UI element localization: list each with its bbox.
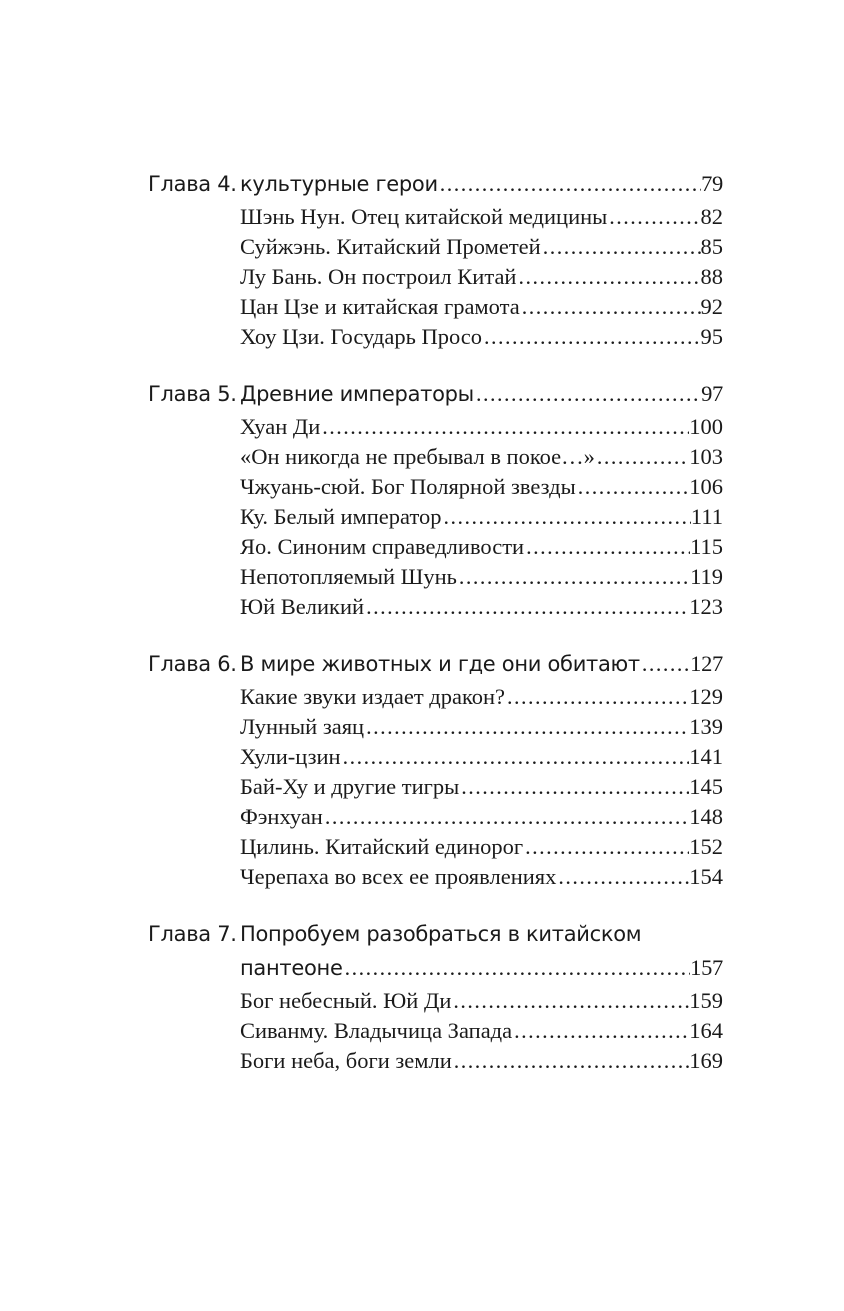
page-number: 152 [689,834,723,859]
dot-leader [523,832,689,862]
page-number: 97 [701,381,723,406]
dot-leader [323,802,689,832]
chapter-heading [148,646,723,682]
chapter-prefix: Глава 4. [148,172,237,196]
toc-entry [148,802,723,832]
page-number: 164 [689,1018,723,1043]
dot-leader [320,412,689,442]
page-number: 88 [700,264,723,289]
dot-leader [640,646,690,682]
toc-entry [148,322,723,352]
page-number: 123 [689,594,723,619]
page-number: 95 [700,324,723,349]
chapter-7 [148,916,723,1076]
table-of-contents [148,166,723,1100]
dot-leader [364,712,689,742]
dot-leader [364,592,689,622]
entry-title: Ку. Белый император [240,504,442,529]
chapter-title [148,376,474,412]
page-number: 82 [700,204,723,229]
dot-leader [576,472,690,502]
toc-entry [148,742,723,772]
chapter-heading-continued [148,950,723,986]
entry-title: Суйжэнь. Китайский Прометей [240,234,541,259]
dot-leader [459,772,689,802]
entry-title: Лунный заяц [240,714,365,739]
toc-entry [148,202,723,232]
page-number: 106 [689,474,723,499]
dot-leader [343,950,691,986]
page-number: 85 [700,234,723,259]
dot-leader [607,202,700,232]
dot-leader [451,986,689,1016]
chapter-6 [148,646,723,892]
chapter-heading [148,916,723,952]
toc-entry [148,832,723,862]
chapter-5 [148,376,723,622]
entry-title: Хуан Ди [240,414,321,439]
chapter-prefix: Глава 6. [148,652,237,676]
entry-title: Юй Великий [240,594,365,619]
entry-title: Сиванму. Владычица Запада [240,1018,513,1043]
toc-entry [148,532,723,562]
page-number: 129 [689,684,723,709]
dot-leader [516,262,700,292]
page-number: 139 [689,714,723,739]
entry-title: Непотопляемый Шунь [240,564,457,589]
chapter-heading [148,376,723,412]
entry-title: Бог небесный. Юй Ди [240,988,452,1013]
dot-leader [457,562,690,592]
dot-leader [341,742,690,772]
chapter-name-line2: пантеоне [240,956,343,980]
toc-entry [148,442,723,472]
toc-entry [148,712,723,742]
chapter-name: культурные герои [240,172,438,196]
toc-entry [148,292,723,322]
entry-title: Бай-Ху и другие тигры [240,774,460,799]
page-number: 100 [689,414,723,439]
page-number: 92 [700,294,723,319]
entry-title: Боги неба, боги земли [240,1048,452,1073]
toc-entry [148,1046,723,1076]
page-number: 157 [690,955,723,980]
entry-title: Хоу Цзи. Государь Просо [240,324,483,349]
toc-entry [148,772,723,802]
chapter-name: Древние императоры [240,382,474,406]
toc-entry [148,562,723,592]
page-number: 141 [689,744,723,769]
dot-leader [482,322,700,352]
dot-leader [505,682,689,712]
entry-title: Шэнь Нун. Отец китайской медицины [240,204,608,229]
toc-entry [148,1016,723,1046]
entry-title: «Он никогда не пребывал в покое…» [240,444,595,469]
chapter-prefix: Глава 5. [148,382,237,406]
dot-leader [541,232,701,262]
entry-title: Чжуань-сюй. Бог Полярной звезды [240,474,576,499]
dot-leader [556,862,689,892]
entry-title: Лу Бань. Он построил Китай [240,264,517,289]
toc-entry [148,232,723,262]
page-number: 79 [701,171,723,196]
dot-leader [452,1046,689,1076]
page-number: 115 [690,534,723,559]
page-number: 111 [690,504,723,529]
page-number: 159 [689,988,723,1013]
dot-leader [474,376,701,412]
chapter-name-line1: Попробуем разобраться в китайском [240,922,642,946]
toc-entry [148,502,723,532]
dot-leader [512,1016,689,1046]
entry-title: Какие звуки издает дракон? [240,684,506,709]
dot-leader [595,442,689,472]
dot-leader [524,532,690,562]
toc-entry [148,592,723,622]
page-number: 119 [690,564,723,589]
toc-entry [148,472,723,502]
chapter-title [148,646,640,682]
entry-title: Фэнхуан [240,804,323,829]
entry-title: Цан Цзе и китайская грамота [240,294,520,319]
chapter-4 [148,166,723,352]
chapter-title [148,916,641,952]
dot-leader [441,502,690,532]
chapter-heading [148,166,723,202]
page-number: 154 [689,864,723,889]
toc-entry [148,262,723,292]
chapter-prefix: Глава 7. [148,922,237,946]
toc-entry [148,862,723,892]
page-number: 127 [690,651,723,676]
chapter-name: В мире животных и где они обитают [240,652,640,676]
page-number: 103 [689,444,723,469]
chapter-title [148,166,438,202]
toc-entry [148,986,723,1016]
page-number: 169 [689,1048,723,1073]
dot-leader [438,166,701,202]
page-number: 148 [689,804,723,829]
dot-leader [520,292,701,322]
entry-title: Черепаха во всех ее проявлениях [240,864,557,889]
toc-entry [148,412,723,442]
entry-title: Цилинь. Китайский единорог [240,834,524,859]
toc-entry [148,682,723,712]
entry-title: Яо. Синоним справедливости [240,534,525,559]
entry-title: Хули-цзин [240,744,341,769]
page-number: 145 [689,774,723,799]
